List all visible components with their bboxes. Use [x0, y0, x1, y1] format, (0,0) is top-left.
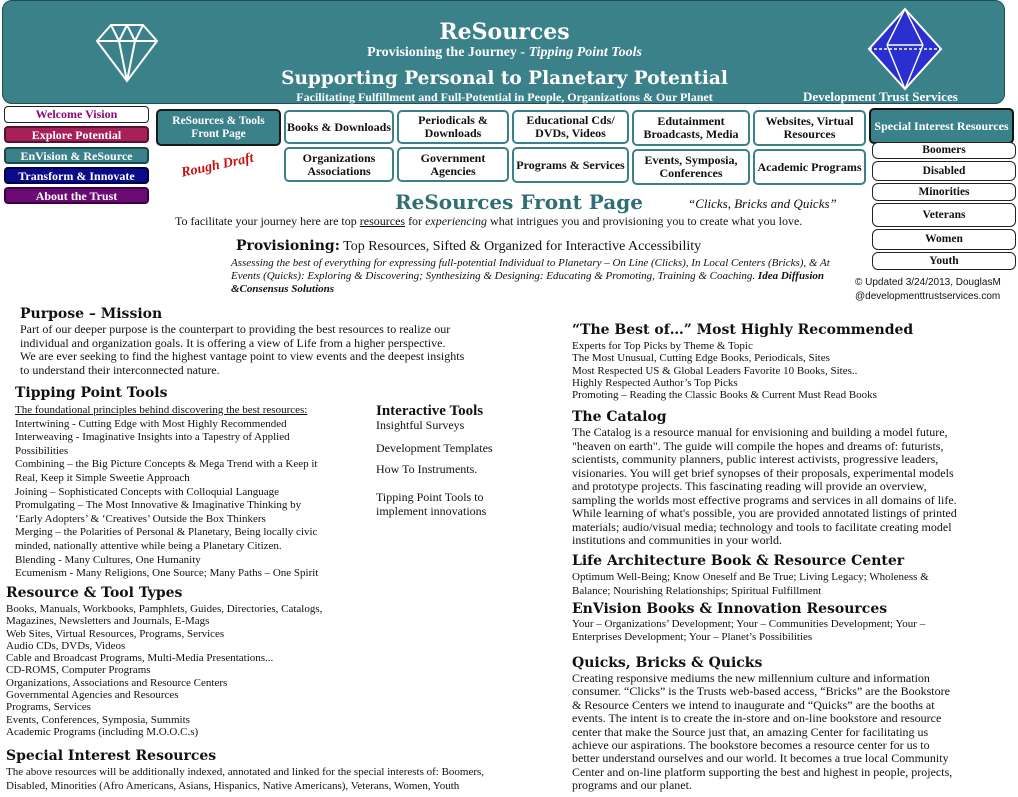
quicks-heading: Quicks, Bricks & Quicks: [572, 655, 763, 671]
nav-books-downloads[interactable]: Books & Downloads: [284, 110, 394, 144]
nav-explore-potential[interactable]: Explore Potential: [4, 126, 149, 143]
nav-edutainment[interactable]: Edutainment Broadcasts, Media: [632, 110, 750, 146]
life-architecture-heading: Life Architecture Book & Resource Center: [572, 553, 905, 569]
nav-websites-virtual[interactable]: Websites, Virtual Resources: [753, 110, 866, 146]
interactive-tipping: Tipping Point Tools to implement innovations: [376, 490, 487, 518]
nav-welcome-vision[interactable]: Welcome Vision: [4, 106, 149, 123]
site-subtitle: Provisioning the Journey - Tipping Point Tools: [367, 45, 642, 60]
envision-heading: EnVision Books & Innovation Resources: [572, 601, 888, 617]
special-text: The above resources will be additionally indexed, annotated and linked for the special interests of: Boomers, Disabled, Minorities (Afro Americans, Asians, Hispanics, Native Americans), Veterans, Women, Youth: [6, 766, 485, 792]
interactive-templates: Development Templates: [376, 441, 493, 455]
special-women[interactable]: Women: [872, 229, 1016, 250]
types-heading: Resource & Tool Types: [6, 585, 183, 601]
provisioning-heading: Provisioning: Top Resources, Sifted & Organized for Interactive Accessibility: [236, 238, 702, 254]
best-of-heading: “The Best of…” Most Highly Recommended: [572, 322, 914, 338]
tipping-point-heading: Tipping Point Tools: [15, 385, 168, 401]
special-disabled[interactable]: Disabled: [872, 161, 1016, 181]
special-youth[interactable]: Youth: [872, 252, 1016, 270]
catalog-text: The Catalog is a resource manual for envisioning and building a model future, "heaven on earth". The guide will compile the hopes and dreams of: futurists, scientists, community planners, public interest activists, progressive leaders, visionaries. You will get brief synopses of their proposals, experimental models and prototype projects. This fascinating reading will provide an overview, sampling the worlds most effective programs and services in all domains of life. While learning of what's possible, you are provided annotated listings of printed materials; audio/visual media; technology and tools to facilitate creating model institutions and communities in your world.: [572, 425, 957, 547]
site-title: ReSources: [439, 19, 570, 45]
special-veterans[interactable]: Veterans: [872, 203, 1016, 227]
nav-front-page[interactable]: ReSources & Tools Front Page: [156, 109, 281, 146]
front-page-quote: “Clicks, Bricks and Quicks”: [688, 196, 837, 211]
interactive-tools-heading: Interactive Tools: [376, 403, 484, 419]
site-headline: Supporting Personal to Planetary Potential: [281, 68, 728, 89]
interactive-surveys: Insightful Surveys: [376, 418, 465, 432]
nav-programs-services[interactable]: Programs & Services: [512, 147, 629, 183]
envision-text: Your – Organizations’ Development; Your – Communities Development; Your – Enterprises Development; Your – Planet’s Possibilities: [572, 618, 926, 643]
nav-transform-innovate[interactable]: Transform & Innovate: [4, 167, 149, 184]
best-of-text: Experts for Top Picks by Theme & Topic The Most Unusual, Cutting Edge Books, Periodicals, Sites Most Respected US & Global Leaders Favorite 10 Books, Sites.. Highly Respected Author’s Top Picks Promoting – Reading the Classic Books & Current Must Read Books: [572, 340, 877, 402]
rough-draft-stamp: Rough Draft: [180, 150, 256, 181]
nav-periodicals-downloads[interactable]: Periodicals & Downloads: [397, 110, 509, 144]
quicks-text: Creating responsive mediums the new millennium culture and information consumer. “Clicks” is the Trusts web-based access, “Bricks” are the Bookstore & Resource Centers we intend to inaugurate and “Quicks” are the booths at events. The intent is to create the in-store and on-line bookstore and resource center that make the Source just that, an amazing Center for facilitating us achieve our aspirations. The bookstore becomes a resource center for us to better understand ourselves and our world. It becomes a true local Community Center and on-line platform supporting the best and highest in people, projects, programs and our planet.: [572, 671, 953, 793]
nav-events-symposia[interactable]: Events, Symposia, Conferences: [632, 149, 750, 185]
nav-academic-programs[interactable]: Academic Programs: [753, 149, 866, 185]
front-page-intro: To facilitate your journey here are top resources for experiencing what intrigues you and provisioning you to create what you love.: [175, 214, 803, 228]
special-boomers[interactable]: Boomers: [872, 142, 1016, 159]
nav-about-trust[interactable]: About the Trust: [4, 187, 149, 204]
types-text: Books, Manuals, Workbooks, Pamphlets, Guides, Directories, Catalogs, Magazines, Newsletters and Journals, E-Mags Web Sites, Virtual Resources, Programs, Services Audio CDs, DVDs, Videos Cable and Broadcast Programs, Multi-Media Presentations... CD-ROMS, Computer Programs Organizations, Associations and Resource Centers Governmental Agencies and Resources Programs, Services Events, Conferences, Symposia, Summits Academic Programs (including M.O.O.C.s): [6, 603, 323, 738]
nav-envision-resource[interactable]: EnVision & ReSource: [4, 147, 149, 164]
purpose-heading: Purpose – Mission: [20, 306, 163, 322]
header-banner: [2, 0, 1005, 104]
nav-special-interest[interactable]: Special Interest Resources: [869, 108, 1014, 144]
nav-organizations[interactable]: Organizations Associations: [284, 147, 394, 182]
org-name: Development Trust Services: [803, 89, 958, 104]
interactive-instruments: How To Instruments.: [376, 462, 478, 476]
resources-link[interactable]: resources: [359, 214, 406, 228]
special-minorities[interactable]: Minorities: [872, 183, 1016, 201]
updated-note: © Updated 3/24/2013, DouglasM @developmenttrustservices.com: [855, 277, 1001, 302]
special-heading: Special Interest Resources: [6, 748, 217, 764]
front-page-title: ReSources Front Page: [395, 190, 643, 214]
nav-educational-cds[interactable]: Educational Cds/ DVDs, Videos: [512, 110, 629, 144]
provisioning-description: Assessing the best of everything for expressing full-potential Individual to Planetary – On Line (Clicks), In Local Centers (Bricks), & At Events (Quicks): Exploring & Discovering; Synthesizing & Designing: Educating & Promoting, Training & Coaching. Idea Diffusion &Consensus Solutions: [231, 257, 830, 295]
purpose-text: Part of our deeper purpose is the counterpart to providing the best resources to realize our individual and organization goals. It is offering a view of Life from a higher perspective. We are ever seeking to find the highest vantage point to view events and the deepest insights to understand their interconnected nature.: [20, 322, 465, 377]
tipping-point-text: The foundational principles behind discovering the best resources: Intertwining - Cutting Edge with Most Highly Recommended Interweaving - Imaginative Insights into a Tapestry of Applied Possibilities Combining – the Big Picture Concepts & Mega Trend with a Keep it Real, Keep it Simple Sweetie Approach Joining – Sophisticated Concepts with Colloquial Language Promulgating – The Most Innovative & Imaginative Thinking by ‘Early Adopters’ & ‘Creatives’ Outside the Box Thinkers Merging – the Polarities of Personal & Planetary, Being locally civic minded, nationally attentive while being a Planetary Citizen. Blending - Many Cultures, One Humanity Ecumenism - Many Religions, One Source; Many Paths – One Spirit: [15, 404, 319, 580]
catalog-heading: The Catalog: [572, 409, 667, 425]
site-tagline: Facilitating Fulfillment and Full-Potential in People, Organizations & Our Planet: [296, 90, 713, 104]
life-architecture-text: Optimum Well-Being; Know Oneself and Be True; Living Legacy; Wholeness & Balance; Nourishing Relationships; Spiritual Fulfillment: [572, 571, 929, 597]
nav-government-agencies[interactable]: Government Agencies: [397, 147, 509, 182]
